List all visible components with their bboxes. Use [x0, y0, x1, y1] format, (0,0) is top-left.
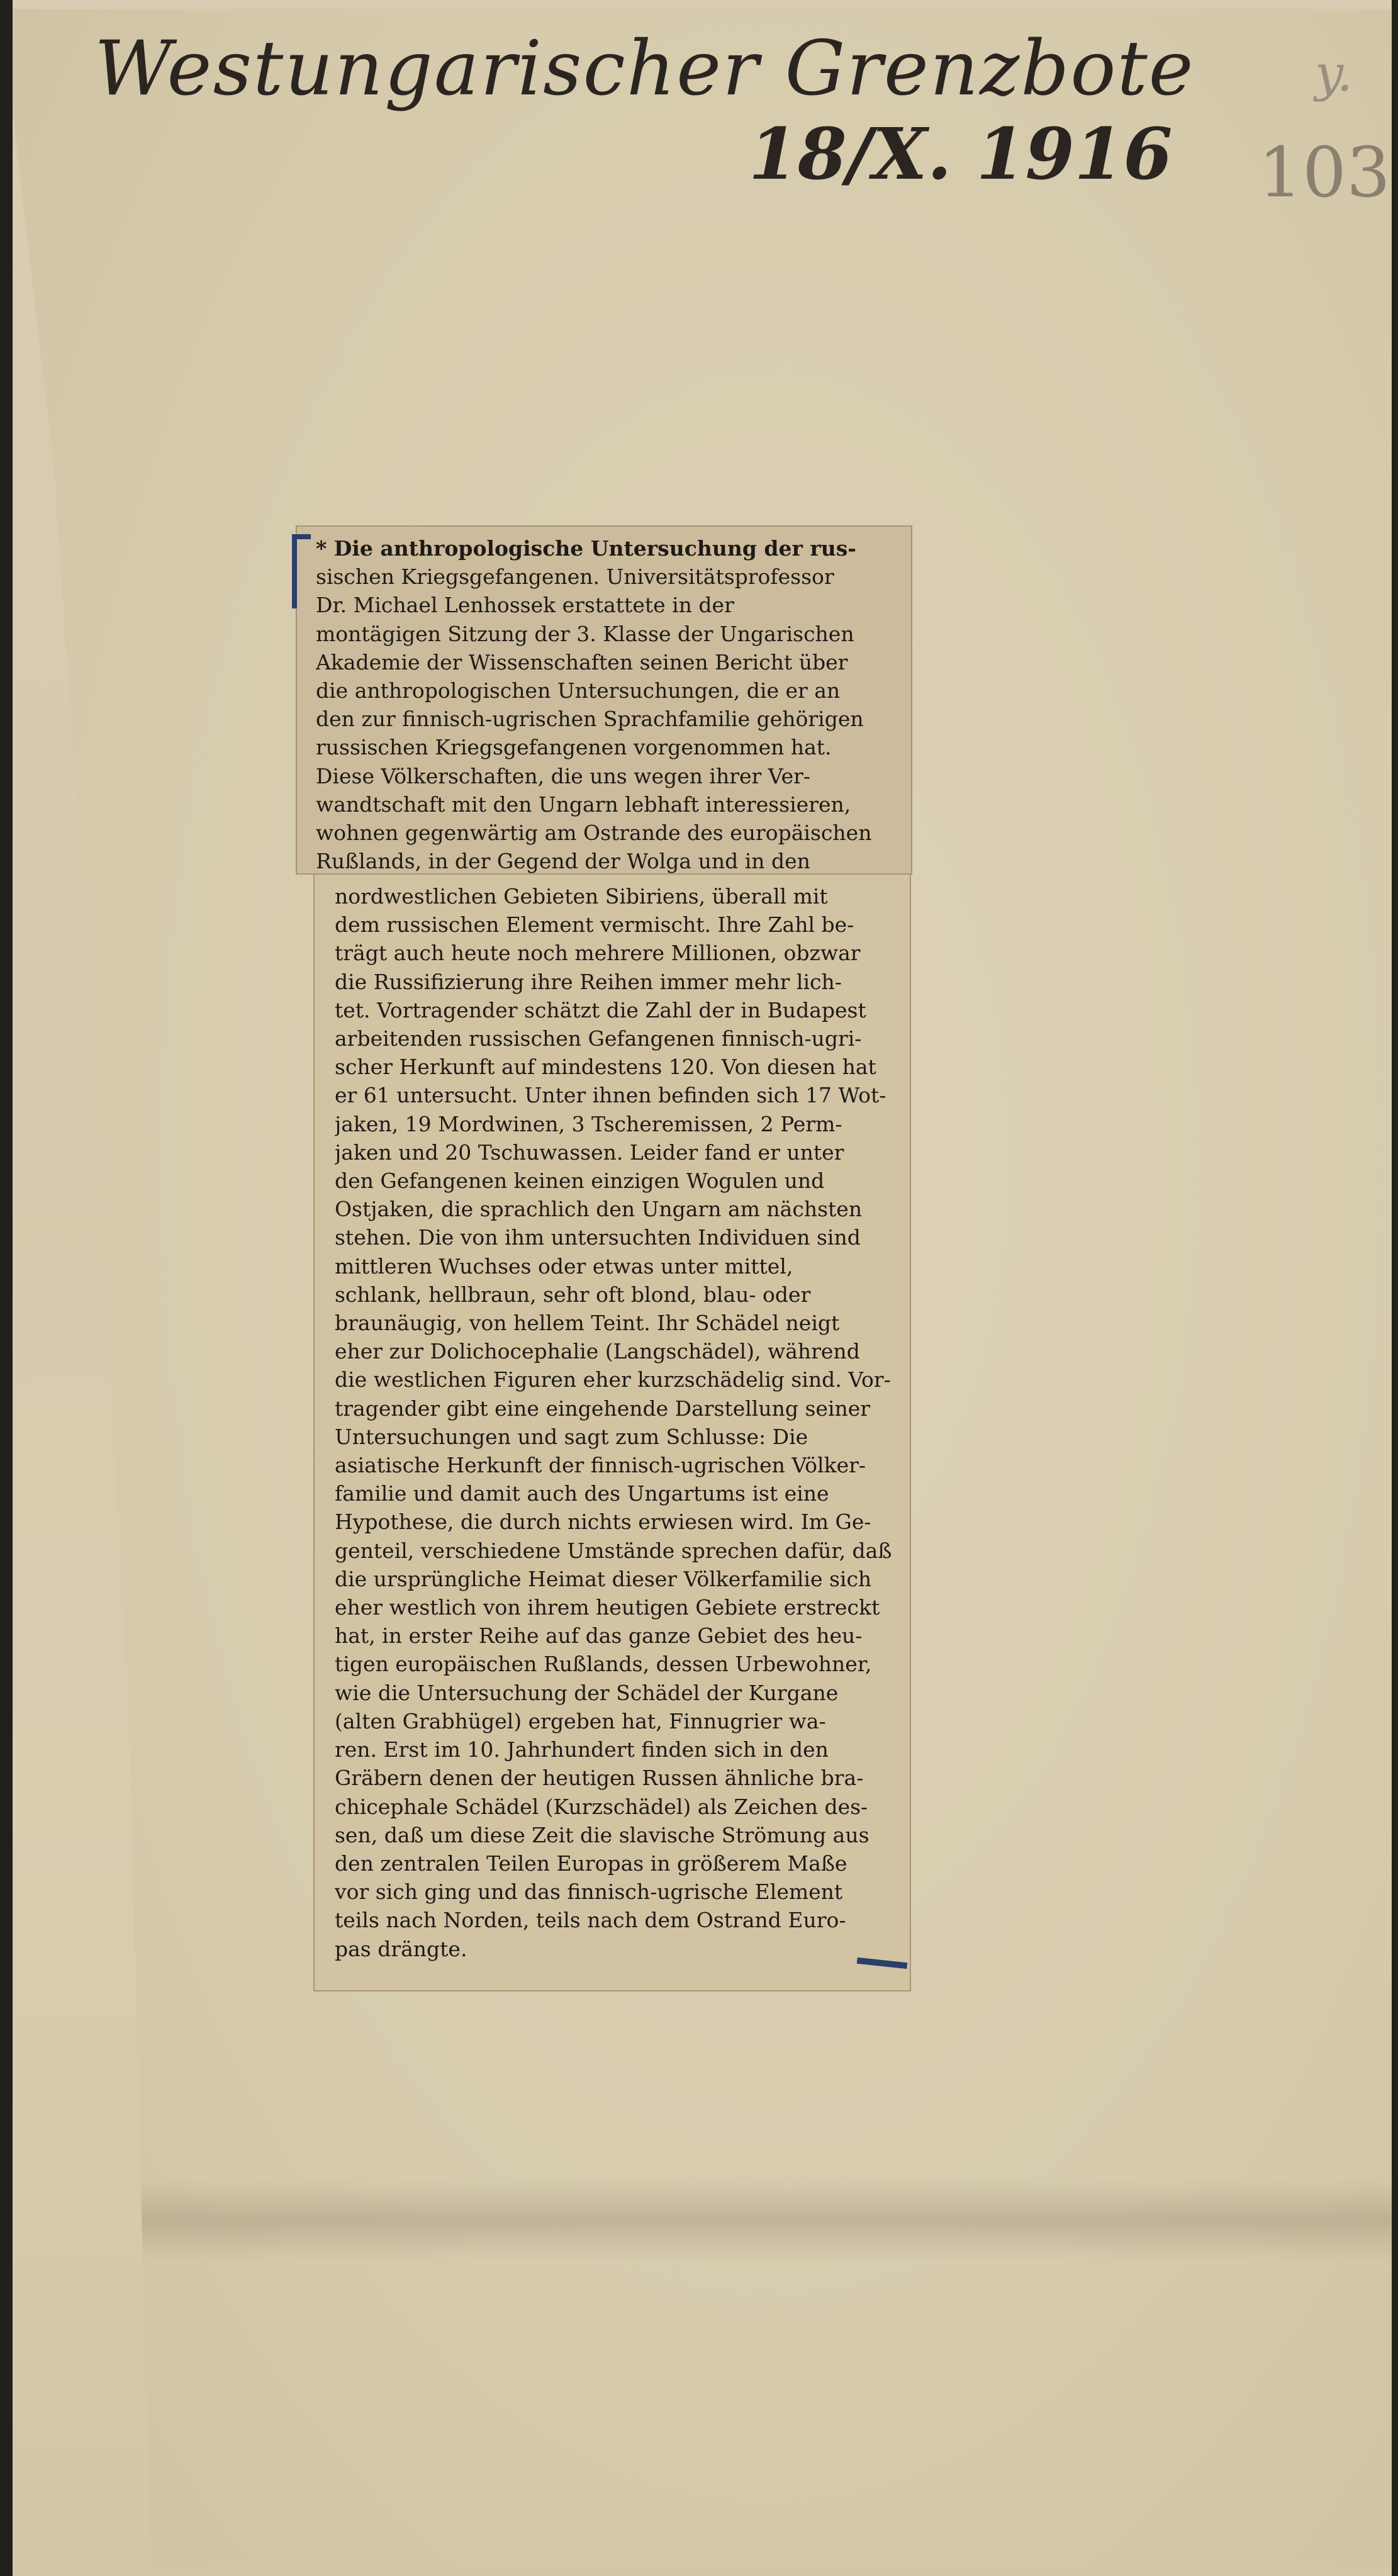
article-line: die anthropologischen Untersuchungen, die er an — [316, 678, 841, 703]
article-line: Untersuchungen und sagt zum Schlusse: Die — [335, 1424, 808, 1449]
article-line: pas drängte. — [335, 1936, 467, 1961]
article-line: wohnen gegenwärtig am Ostrande des europäischen — [316, 820, 872, 846]
article-line: asiatische Herkunft der finnisch-ugrischen Völker- — [335, 1453, 866, 1478]
article-line: den Gefangenen keinen einzigen Wogulen und — [335, 1168, 825, 1194]
article-line: er 61 untersucht. Unter ihnen befinden sich 17 Wot- — [335, 1083, 886, 1108]
article-line: scher Herkunft auf mindestens 120. Von diesen hat — [335, 1055, 876, 1080]
article-line: chicephale Schädel (Kurzschädel) als Zeichen des- — [335, 1794, 868, 1819]
handwritten-date: 18/X. 1916 — [749, 113, 1173, 196]
article-line: wandtschaft mit den Ungarn lebhaft interessieren, — [316, 792, 851, 817]
clipping-upper-piece — [296, 525, 912, 875]
article-line: den zur finnisch-ugrischen Sprachfamilie gehörigen — [316, 707, 864, 732]
article-line: eher zur Dolichocephalie (Langschädel), während — [335, 1339, 860, 1364]
scan-right-edge — [1392, 0, 1398, 2576]
article-line: hat, in erster Reihe auf das ganze Gebiet des heu- — [335, 1623, 863, 1649]
article-line: stehen. Die von ihm untersuchten Individuen sind — [335, 1225, 861, 1250]
article-line: ren. Erst im 10. Jahrhundert finden sich in den — [335, 1737, 829, 1762]
article-line: vor sich ging und das finnisch-ugrische Element — [335, 1879, 843, 1905]
article-line: Ostjaken, die sprachlich den Ungarn am nächsten — [335, 1197, 863, 1222]
article-line: Gräbern denen der heutigen Russen ähnliche bra- — [335, 1766, 864, 1791]
article-line: tigen europäischen Rußlands, dessen Urbewohner, — [335, 1652, 872, 1677]
blue-pencil-bracket — [292, 534, 311, 608]
article-line: Dr. Michael Lenhossek erstattete in der — [316, 593, 734, 618]
article-line: tet. Vortragender schätzt die Zahl der in Budapest — [335, 997, 866, 1022]
article-line: trägt auch heute noch mehrere Millionen, obzwar — [335, 941, 861, 966]
article-line: die ursprüngliche Heimat dieser Völkerfamilie sich — [335, 1566, 872, 1591]
scan-left-edge — [0, 0, 13, 2576]
article-line: jaken, 19 Mordwinen, 3 Tscheremissen, 2 Perm- — [335, 1111, 842, 1136]
article-line: genteil, verschiedene Umstände sprechen dafür, daß — [335, 1538, 892, 1563]
article-line: Akademie der Wissenschaften seinen Bericht über — [316, 649, 848, 675]
article-line: russischen Kriegsgefangenen vorgenommen hat. — [316, 735, 832, 760]
article-line: Diese Völkerschaften, die uns wegen ihrer Ver- — [316, 763, 811, 788]
article-line: braunäugig, von hellem Teint. Ihr Schädel neigt — [335, 1311, 840, 1336]
article-line: teils nach Norden, teils nach dem Ostrand Euro- — [335, 1908, 846, 1933]
article-line: jaken und 20 Tschuwassen. Leider fand er unter — [335, 1140, 844, 1165]
article-line: (alten Grabhügel) ergeben hat, Finnugrier wa- — [335, 1708, 826, 1733]
article-line: montägigen Sitzung der 3. Klasse der Ungarischen — [316, 621, 854, 646]
article-line: die westlichen Figuren eher kurzschädelig sind. Vor- — [335, 1367, 891, 1392]
article-line: dem russischen Element vermischt. Ihre Zahl be- — [335, 912, 854, 938]
article-line: sischen Kriegsgefangenen. Universitätsprofessor — [316, 564, 834, 590]
article-line: tragender gibt eine eingehende Darstellung seiner — [335, 1396, 871, 1421]
paper-fold-shadow — [13, 2180, 1392, 2261]
article-line: schlank, hellbraun, sehr oft blond, blau- oder — [335, 1282, 811, 1307]
article-line: eher westlich von ihrem heutigen Gebiete erstreckt — [335, 1595, 880, 1620]
article-lower-text — [335, 882, 895, 1963]
article-line: den zentralen Teilen Europas in größerem Maße — [335, 1851, 847, 1876]
article-line: Rußlands, in der Gegend der Wolga und in den — [316, 849, 810, 874]
archive-number: 103 — [1258, 132, 1390, 213]
article-line: * Die anthropologische Untersuchung der rus- — [316, 536, 856, 561]
article-line: Hypothese, die durch nichts erwiesen wird. Im Ge- — [335, 1509, 871, 1535]
article-line: wie die Untersuchung der Schädel der Kurgane — [335, 1680, 839, 1705]
article-line: nordwestlichen Gebieten Sibiriens, überall mit — [335, 884, 828, 909]
article-line: arbeitenden russischen Gefangenen finnisch-ugri- — [335, 1026, 862, 1051]
article-line: familie und damit auch des Ungartums ist eine — [335, 1481, 829, 1506]
article-upper-text — [316, 534, 895, 875]
article-line: sen, daß um diese Zeit die slavische Strömung aus — [335, 1822, 870, 1847]
article-line: die Russifizierung ihre Reihen immer mehr lich- — [335, 969, 842, 994]
newspaper-clipping — [296, 525, 912, 1995]
handwritten-newspaper-title: Westungarischer Grenzbote — [94, 25, 1195, 113]
article-line: mittleren Wuchses oder etwas unter mittel, — [335, 1253, 793, 1279]
corner-pencil-mark: y. — [1315, 44, 1353, 103]
clipping-lower-piece — [313, 875, 911, 1991]
